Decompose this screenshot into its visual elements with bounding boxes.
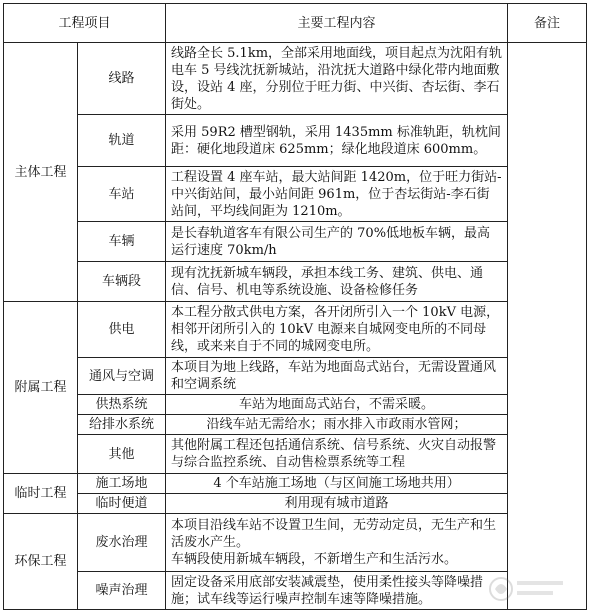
table-row [4, 572, 587, 610]
item-heating: 供热系统 [78, 395, 166, 415]
table-row [4, 222, 587, 262]
content-site: 4 个车站施工场地（与区间施工场地共用） [166, 474, 508, 494]
item-noise: 噪声治理 [78, 572, 166, 610]
item-water: 给排水系统 [78, 415, 166, 435]
header-remarks: 备注 [508, 4, 587, 43]
table-row [4, 494, 587, 514]
header-row [4, 4, 587, 43]
table-row [4, 395, 587, 415]
table-row [4, 302, 587, 358]
content-wastewater-line2: 车辆段使用新城车辆段，不新增生产和生活污水。 [171, 552, 458, 567]
category-ancillary: 附属工程 [4, 302, 78, 474]
header-main-content: 主要工程内容 [166, 4, 508, 43]
remarks-cell [508, 43, 587, 610]
content-noise: 固定设备采用底部安装减震垫，使用柔性接头等降噪措施；试车线等运行噪声控制车速等降噪措施。 [166, 572, 508, 610]
content-wastewater-line1: 本项目沿线车站不设置卫生间，无劳动定员，无生产和生活废水产生。 [171, 518, 497, 550]
table-row [4, 514, 587, 572]
content-heating: 车站为地面岛式站台，不需采暖。 [166, 395, 508, 415]
item-other: 其他 [78, 435, 166, 474]
category-environmental: 环保工程 [4, 514, 78, 610]
content-track: 采用 59R2 槽型钢轨，采用 1435mm 标准轨距，轨枕间距：硬化地段道床 625mm；绿化地段道床 600mm。 [166, 115, 508, 167]
content-other: 其他附属工程还包括通信系统、信号系统、火灾自动报警与综合监控系统、自动售检票系统等工程 [166, 435, 508, 474]
content-depot: 现有沈抚新城车辆段，承担本线工务、建筑、供电、通信、信号、机电等系统设施、设备检修任务 [166, 262, 508, 302]
content-ventilation: 本项目为地上线路，车站为地面岛式站台，无需设置通风和空调系统 [166, 358, 508, 395]
item-track: 轨道 [78, 115, 166, 167]
content-power: 本工程分散式供电方案，各开闭所引入一个 10kV 电源，相邻开闭所引入的 10kV 电源来自城网变电所的不同母线，或来来自于不同的城网变电所。 [166, 302, 508, 358]
item-vehicle: 车辆 [78, 222, 166, 262]
content-wastewater [166, 514, 508, 572]
item-ventilation: 通风与空调 [78, 358, 166, 395]
item-station: 车站 [78, 167, 166, 222]
table-row [4, 474, 587, 494]
table-row [4, 262, 587, 302]
content-station: 工程设置 4 座车站，最大站间距 1420m，位于旺力街站-中兴街站间，最小站间距 961m，位于杏坛街站-李石街站间，平均线间距为 1210m。 [166, 167, 508, 222]
category-temporary: 临时工程 [4, 474, 78, 514]
content-road: 利用现有城市道路 [166, 494, 508, 514]
header-project-item: 工程项目 [4, 4, 166, 43]
engineering-table [3, 3, 587, 610]
item-road: 临时便道 [78, 494, 166, 514]
table-row [4, 415, 587, 435]
item-power: 供电 [78, 302, 166, 358]
category-main: 主体工程 [4, 43, 78, 302]
item-depot: 车辆段 [78, 262, 166, 302]
table-row [4, 167, 587, 222]
content-vehicle: 是长春轨道客车有限公司生产的 70%低地板车辆，最高运行速度 70km/h [166, 222, 508, 262]
table-row [4, 43, 587, 115]
item-wastewater: 废水治理 [78, 514, 166, 572]
table-row [4, 435, 587, 474]
item-site: 施工场地 [78, 474, 166, 494]
item-line: 线路 [78, 43, 166, 115]
content-line: 线路全长 5.1km，全部采用地面线，项目起点为沈阳有轨电车 5 号线沈抚新城站，沿沈抚大道路中绿化带内地面敷设，设站 4 座，分别位于旺力街、中兴街、杏坛街、李石街处。 [166, 43, 508, 115]
table-row [4, 358, 587, 395]
table-row [4, 115, 587, 167]
content-water: 沿线车站无需给水；雨水排入市政雨水管网； [166, 415, 508, 435]
